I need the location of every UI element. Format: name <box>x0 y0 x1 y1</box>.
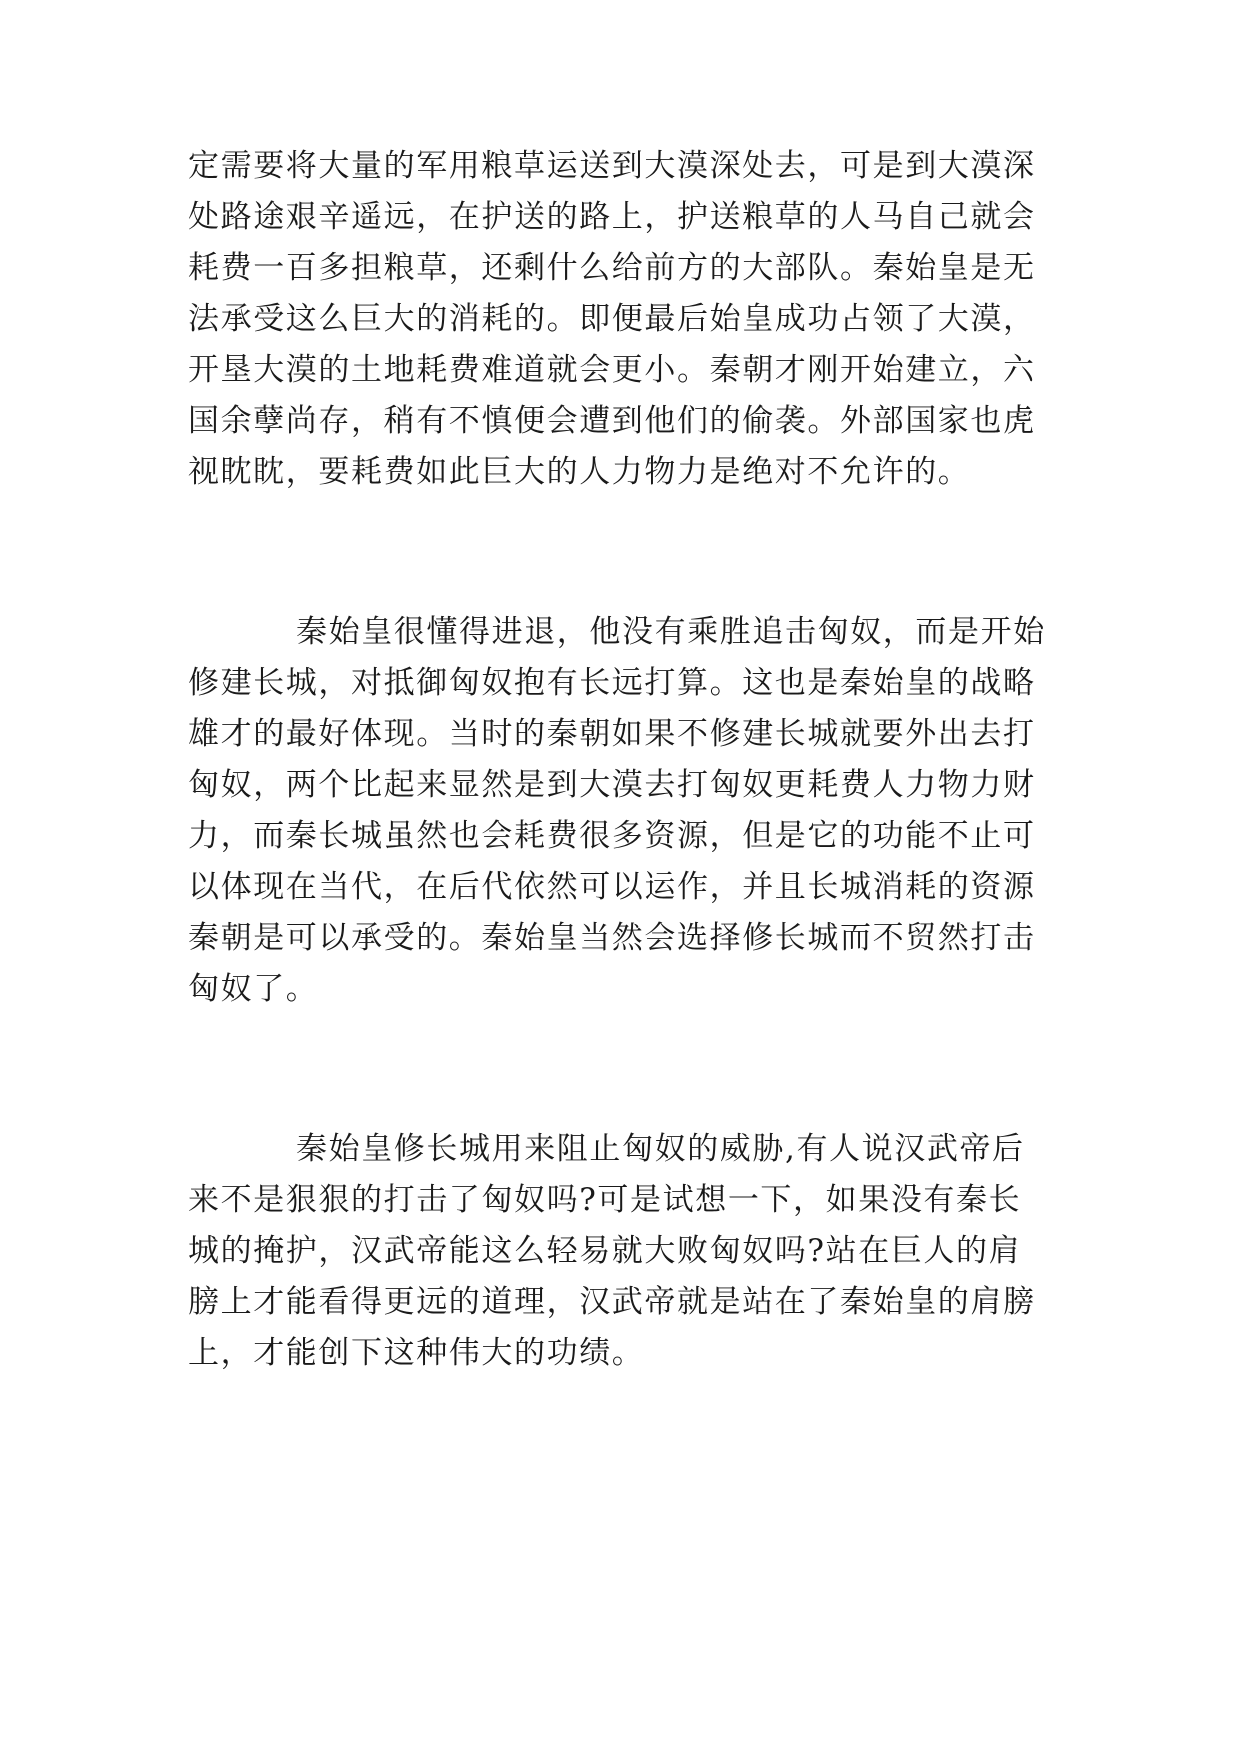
paragraph-line: 来不是狠狠的打击了匈奴吗?可是试想一下，如果没有秦长 <box>188 1182 1022 1218</box>
paragraph-line: 膀上才能看得更远的道理，汉武帝就是站在了秦始皇的肩膀 <box>188 1284 1036 1320</box>
paragraph-line: 国余孽尚存，稍有不慎便会遭到他们的偷袭。外部国家也虎 <box>188 403 1036 439</box>
paragraph-line: 开垦大漠的土地耗费难道就会更小。秦朝才刚开始建立，六 <box>188 352 1036 388</box>
paragraph-line: 秦始皇很懂得进退，他没有乘胜追击匈奴，而是开始 <box>296 614 1046 650</box>
paragraph-line: 以体现在当代，在后代依然可以运作，并且长城消耗的资源 <box>188 869 1036 905</box>
paragraph-line: 耗费一百多担粮草，还剩什么给前方的大部队。秦始皇是无 <box>188 250 1036 286</box>
paragraph-line: 修建长城，对抵御匈奴抱有长远打算。这也是秦始皇的战略 <box>188 665 1036 701</box>
paragraph-line: 城的掩护，汉武帝能这么轻易就大败匈奴吗?站在巨人的肩 <box>188 1233 1022 1269</box>
paragraph-line: 匈奴了。 <box>188 971 319 1007</box>
paragraph-line: 视眈眈，要耗费如此巨大的人力物力是绝对不允许的。 <box>188 454 971 490</box>
paragraph-line: 法承受这么巨大的消耗的。即便最后始皇成功占领了大漠， <box>188 301 1036 337</box>
paragraph-line: 秦始皇修长城用来阻止匈奴的威胁,有人说汉武帝后 <box>296 1131 1025 1167</box>
paragraph-line: 力，而秦长城虽然也会耗费很多资源，但是它的功能不止可 <box>188 818 1036 854</box>
paragraph-line: 上，才能创下这种伟大的功绩。 <box>188 1335 645 1371</box>
paragraph-line: 秦朝是可以承受的。秦始皇当然会选择修长城而不贸然打击 <box>188 920 1036 956</box>
paragraph-line: 雄才的最好体现。当时的秦朝如果不修建长城就要外出去打 <box>188 716 1036 752</box>
paragraph-line: 处路途艰辛遥远，在护送的路上，护送粮草的人马自己就会 <box>188 199 1036 235</box>
paragraph-line: 定需要将大量的军用粮草运送到大漠深处去，可是到大漠深 <box>188 148 1036 184</box>
paragraph-line: 匈奴，两个比起来显然是到大漠去打匈奴更耗费人力物力财 <box>188 767 1036 803</box>
